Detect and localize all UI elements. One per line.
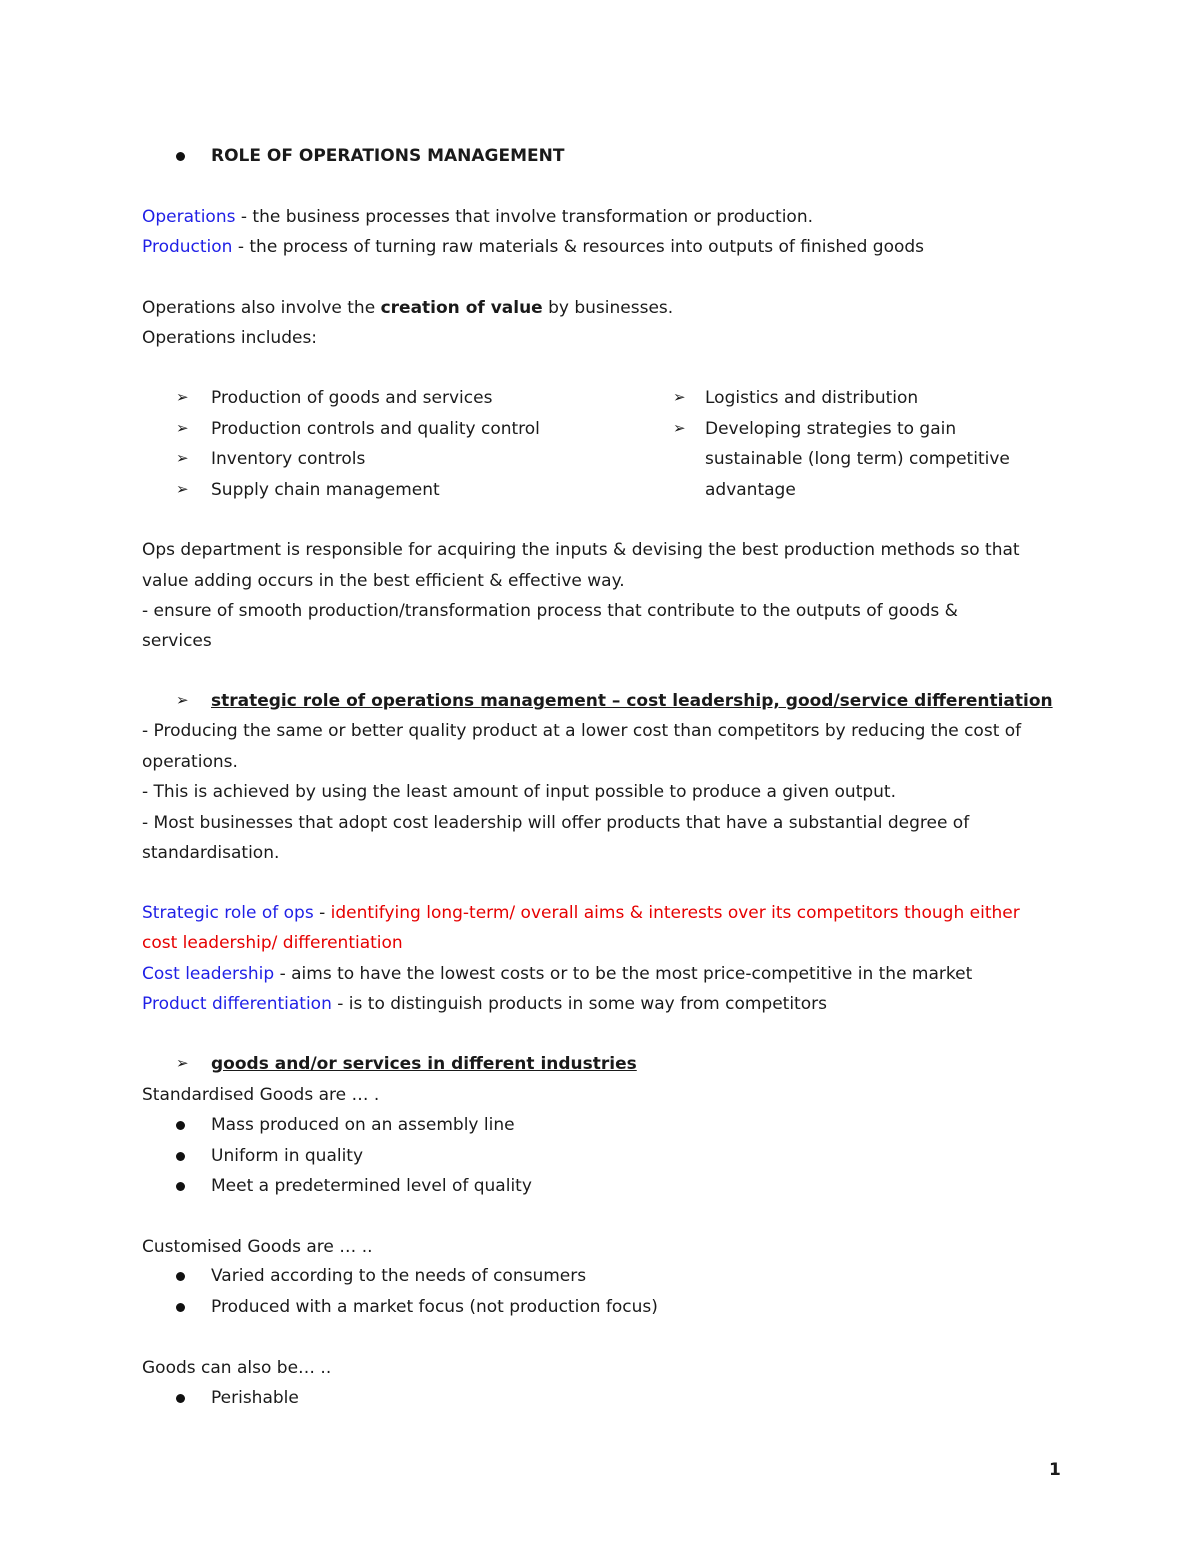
product-diff-definition (142, 994, 827, 1014)
strategic-heading: strategic role of operations management – cost leadership, good/service differentiation (211, 691, 1053, 711)
customised-item: Produced with a market focus (not production focus) (211, 1297, 658, 1317)
customised-item: Varied according to the needs of consumers (211, 1266, 587, 1286)
value-post: by businesses. (542, 298, 674, 318)
strategic-sep: - (313, 903, 331, 923)
bullet-icon (176, 152, 188, 164)
includes-right-item: Developing strategies to gain (705, 419, 957, 439)
cost-leadership-term: Cost leadership (142, 964, 275, 984)
also-label: Goods can also be… .. (142, 1358, 332, 1378)
includes-right-item: Logistics and distribution (705, 388, 919, 408)
includes-right-item: sustainable (long term) competitive (705, 449, 1010, 469)
goods-heading: goods and/or services in different industries (211, 1054, 637, 1074)
bullet-icon (176, 1121, 188, 1133)
strategic-red-text: cost leadership/ differentiation (142, 933, 403, 953)
includes-label: Operations includes: (142, 328, 318, 348)
standardised-item: Mass produced on an assembly line (211, 1115, 515, 1135)
strategic-line: - Most businesses that adopt cost leadership will offer products that have a substantial degree of (142, 813, 970, 833)
includes-left-item: Supply chain management (211, 480, 440, 500)
standardised-item: Uniform in quality (211, 1146, 364, 1166)
strategic-definition (142, 903, 1020, 923)
arrow-bullet-icon: ➢ (176, 388, 189, 406)
standardised-item: Meet a predetermined level of quality (211, 1176, 532, 1196)
bullet-icon (176, 1182, 188, 1194)
customised-label: Customised Goods are … .. (142, 1237, 373, 1257)
production-definition (142, 237, 924, 257)
strategic-line: - Producing the same or better quality product at a lower cost than competitors by reducing the cost of (142, 721, 1022, 741)
arrow-bullet-icon: ➢ (673, 388, 686, 406)
includes-left-item: Production controls and quality control (211, 419, 540, 439)
arrow-bullet-icon: ➢ (673, 419, 686, 437)
bullet-icon (176, 1152, 188, 1164)
operations-term: Operations (142, 207, 236, 227)
arrow-bullet-icon: ➢ (176, 449, 189, 467)
standardised-label: Standardised Goods are … . (142, 1085, 380, 1105)
arrow-bullet-icon: ➢ (176, 691, 189, 709)
strategic-line: - This is achieved by using the least amount of input possible to produce a given output. (142, 782, 896, 802)
arrow-bullet-icon: ➢ (176, 480, 189, 498)
strategic-red-text: identifying long-term/ overall aims & interests over its competitors though either (330, 903, 1020, 923)
product-diff-text: - is to distinguish products in some way from competitors (331, 994, 827, 1014)
arrow-bullet-icon: ➢ (176, 1054, 189, 1072)
includes-right-item: advantage (705, 480, 796, 500)
includes-left-item: Production of goods and services (211, 388, 493, 408)
cost-leadership-text: - aims to have the lowest costs or to be the most price-competitive in the market (274, 964, 973, 984)
ops-dept-line: services (142, 631, 212, 651)
also-item: Perishable (211, 1388, 299, 1408)
production-def-text: - the process of turning raw materials & resources into outputs of finished goods (232, 237, 925, 257)
arrow-bullet-icon: ➢ (176, 419, 189, 437)
value-bold: creation of value (380, 298, 543, 318)
strategic-line: standardisation. (142, 843, 280, 863)
ops-dept-line: - ensure of smooth production/transformation process that contribute to the outputs of goods & (142, 601, 958, 621)
bullet-icon (176, 1394, 188, 1406)
operations-definition (142, 207, 813, 227)
bullet-icon (176, 1303, 188, 1315)
page-number: 1 (1049, 1460, 1061, 1480)
strategic-term: Strategic role of ops (142, 903, 314, 923)
strategic-line: operations. (142, 752, 238, 772)
value-sentence (142, 298, 673, 318)
page-heading: ROLE OF OPERATIONS MANAGEMENT (211, 146, 565, 166)
ops-dept-line: value adding occurs in the best efficient & effective way. (142, 571, 625, 591)
product-diff-term: Product differentiation (142, 994, 332, 1014)
value-pre: Operations also involve the (142, 298, 381, 318)
cost-leadership-definition (142, 964, 972, 984)
operations-def-text: - the business processes that involve transformation or production. (235, 207, 813, 227)
production-term: Production (142, 237, 233, 257)
ops-dept-line: Ops department is responsible for acquiring the inputs & devising the best production methods so that (142, 540, 1020, 560)
bullet-icon (176, 1272, 188, 1284)
includes-left-item: Inventory controls (211, 449, 366, 469)
